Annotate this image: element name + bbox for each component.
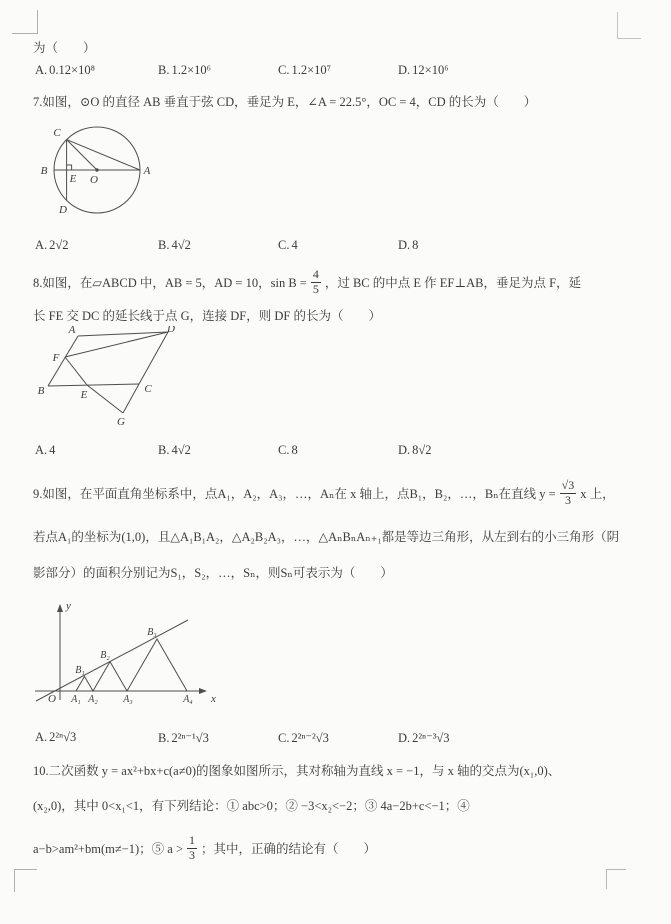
crop-mark-top-right — [617, 12, 641, 39]
side-BC — [48, 384, 139, 386]
side-DC — [139, 332, 168, 384]
option-c: C. 2²ⁿ⁻²√3 — [278, 731, 329, 745]
crop-mark-bottom-right — [606, 869, 626, 889]
extension-CG — [123, 384, 139, 413]
fraction-sqrt3-3: $\frac{√3}{3}$ — [561, 477, 575, 507]
label-A1: A₁ — [71, 694, 81, 705]
option-c: C. 8 — [278, 443, 298, 457]
center-dot — [96, 169, 98, 171]
coordinate-diagram — [28, 598, 223, 716]
option-a: A. 4 — [35, 443, 56, 457]
question10-text-line3: a−b>am²+bm(m≠−1)；⑤ a > $\frac{1}{3}$ ；其中，正确的结论有（ ） — [33, 832, 377, 862]
triangle-A3B3A4 — [127, 639, 187, 691]
label-O: O — [90, 174, 98, 186]
option-b: B. 2²ⁿ⁻¹√3 — [158, 731, 209, 745]
question9-text-line3: 影部分）的面积分别记为S₁，S₂，…，Sₙ，则Sₙ可表示为（ ） — [33, 566, 393, 580]
circle-diagram — [30, 122, 195, 237]
y-axis-arrow — [57, 604, 63, 612]
label-B1: B₁ — [75, 665, 85, 676]
triangle-A2B2A3 — [93, 662, 127, 691]
question8-text-line2: 长 FE 交 DC 的延长线于点 G，连接 DF，则 DF 的长为（ ） — [33, 309, 381, 323]
label-B2: B₂ — [100, 650, 110, 661]
crop-mark-bottom-left — [14, 869, 37, 892]
crop-mark-top-left — [12, 10, 38, 34]
question10-text-line1: 10.二次函数 y = ax²+bx+c(a≠0)的图象如图所示，其对称轴为直线 x = −1，与 x 轴的交点为(x₁,0)、 — [33, 764, 561, 778]
label-B: B — [40, 165, 48, 177]
question8-options — [0, 443, 650, 461]
option-a: A. 2²ⁿ√3 — [35, 730, 77, 744]
question9-text-line1: 9.如图，在平面直角坐标系中，点A₁，A₂，A₃，…，Aₙ在 x 轴上，点B₁，B₂，…，Bₙ在直线 y = $\frac{√3}{3}$ x 上， — [33, 477, 615, 507]
label-A2: A₂ — [88, 694, 98, 705]
label-B: B — [37, 385, 45, 397]
parallelogram-diagram — [35, 326, 190, 434]
option-d: D. 8√2 — [398, 443, 432, 457]
question6-options — [0, 63, 650, 81]
question8-text-line1: 8.如图，在▱ABCD 中，AB = 5，AD = 10，sin B = $\frac{4}{5}$ ，过 BC 的中点 E 作 EF⊥AB，垂足为点 F，延 — [33, 266, 582, 296]
question9-options — [0, 730, 650, 748]
label-D: D — [59, 204, 67, 216]
label-C: C — [144, 383, 152, 395]
option-b: B. 4√2 — [158, 238, 191, 252]
fraction-1-3: $\frac{1}{3}$ — [189, 832, 195, 862]
label-D: D — [167, 326, 175, 335]
option-b: B. 4√2 — [158, 443, 191, 457]
option-c: C. 4 — [278, 238, 298, 252]
label-G: G — [117, 416, 125, 428]
label-E: E — [80, 389, 88, 401]
label-x-axis: x — [211, 693, 216, 705]
label-B3: B₃ — [147, 627, 157, 638]
label-A4: A₄ — [183, 694, 193, 705]
option-c: C. 1.2×10⁷ — [278, 63, 332, 77]
label-E: E — [69, 173, 77, 185]
label-y-axis: y — [66, 600, 71, 612]
question7-options — [0, 238, 650, 256]
label-C: C — [53, 127, 61, 139]
question10-text-line2: (x₂,0)，其中 0<x₁<1，有下列结论：① abc>0；② −3<x₂<−2；③ 4a−2b+c<−1；④ — [33, 799, 470, 813]
question6-tail-text: 为（ ） — [33, 41, 96, 55]
option-b: B. 1.2×10⁶ — [158, 63, 212, 77]
right-angle-mark — [67, 165, 72, 170]
line-y-sqrt3-over-3-x — [36, 620, 188, 701]
option-d: D. 2²ⁿ⁻³√3 — [398, 731, 450, 745]
label-origin: O — [48, 693, 56, 705]
label-A3: A₃ — [123, 694, 133, 705]
segment-CA — [67, 140, 140, 170]
option-a: A. 2√2 — [35, 238, 69, 252]
x-axis-arrow — [199, 688, 207, 694]
label-A: A — [143, 165, 151, 177]
question7-text: 7.如图，⊙O 的直径 AB 垂直于弦 CD，垂足为 E，∠A = 22.5°，OC = 4，CD 的长为（ ） — [33, 95, 537, 109]
fraction-4-5: $\frac{4}{5}$ — [312, 266, 319, 296]
question9-text-line2: 若点A₁的坐标为(1,0)，且△A₁B₁A₂，△A₂B₂A₃，…，△AₙBₙAₙ₊₁都是等边三角形，从左到右的小三角形（阴 — [33, 530, 620, 544]
option-d: D. 12×10⁶ — [398, 63, 449, 77]
label-F: F — [52, 352, 60, 364]
option-d: D. 8 — [398, 238, 419, 252]
label-A: A — [68, 326, 76, 336]
option-a: A. 0.12×10⁸ — [35, 63, 95, 77]
